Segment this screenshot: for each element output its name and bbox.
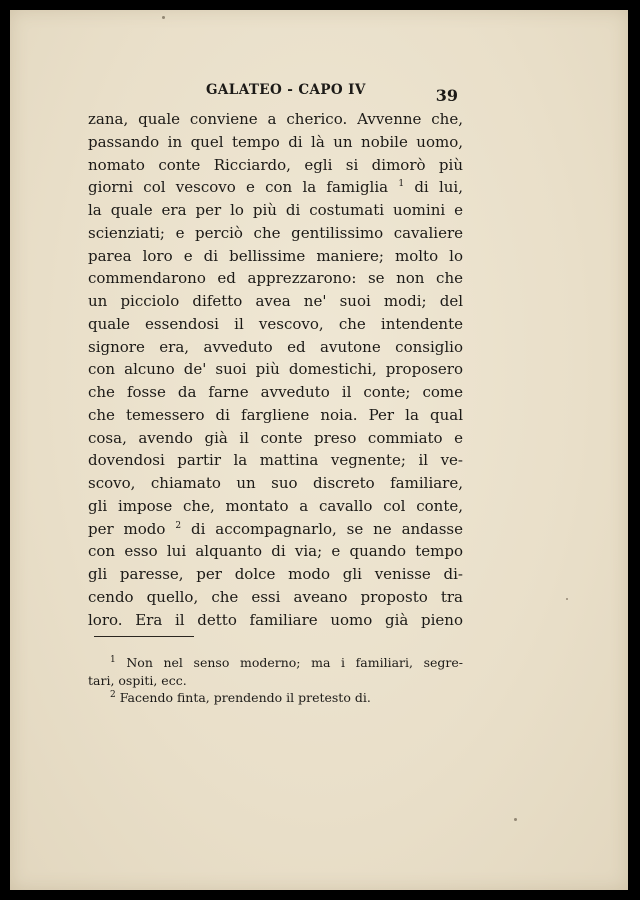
paper-speck — [566, 598, 568, 600]
running-title: GALATEO - CAPO IV — [206, 82, 366, 98]
text-line: con esso lui alquanto di via; e quando tempo — [88, 542, 463, 561]
footnote-1-continuation: tari, ospiti, ecc. — [88, 672, 187, 688]
text-line: nomato conte Ricciardo, egli si dimorò più — [88, 155, 463, 174]
text-line: zana, quale conviene a cherico. Avvenne che, — [88, 110, 463, 128]
footnote-2 — [88, 689, 463, 707]
footnote-marker-2: 2 — [110, 689, 116, 700]
text-line: che temessero di fargliene noia. Per la qual — [88, 405, 463, 424]
text-line: un picciolo difetto avea ne' suoi modi; del — [88, 292, 463, 310]
text-line-part: giorni col vescovo e con la famiglia — [88, 178, 389, 197]
paper-speck — [162, 16, 165, 19]
footnote-ref-2: 2 — [175, 520, 182, 531]
text-line: loro. Era il detto familiare uomo già pieno — [88, 610, 463, 629]
footnote-1 — [88, 654, 463, 672]
footnote-marker-1: 1 — [110, 654, 116, 665]
text-line: parea loro e di bellissime maniere; molto lo — [88, 246, 463, 265]
text-line-with-footnote-ref — [88, 518, 463, 541]
text-line: che fosse da farne avveduto il conte; come — [88, 383, 463, 401]
text-line: cendo quello, che essi aveano proposto tra — [88, 587, 463, 606]
text-line: signore era, avveduto ed avutone consiglio — [88, 337, 463, 356]
page-number: 39 — [435, 86, 458, 105]
text-line-part: di lui, — [414, 178, 463, 197]
footnote-divider — [94, 636, 194, 637]
text-line: scovo, chiamato un suo discreto familiare, — [88, 474, 463, 492]
text-line: cosa, avendo già il conte preso commiato e — [88, 428, 463, 447]
text-line-with-footnote-ref — [88, 176, 463, 199]
text-line-part: di accompagnarlo, se ne andasse — [190, 519, 463, 538]
text-line: gli impose che, montato a cavallo col conte, — [88, 496, 463, 515]
footnote-text: Non nel senso moderno; ma i familiari, segre- — [126, 655, 463, 670]
text-line: dovendosi partir la mattina vegnente; il ve- — [88, 451, 463, 470]
text-line: passando in quel tempo di là un nobile uomo, — [88, 132, 463, 151]
text-line: quale essendosi il vescovo, che intendente — [88, 314, 463, 333]
footnotes — [88, 654, 463, 707]
text-line: gli paresse, per dolce modo gli venisse di- — [88, 565, 463, 583]
paper-speck — [514, 818, 517, 821]
text-line: la quale era per lo più di costumati uomini e — [88, 201, 463, 219]
footnote-ref-1: 1 — [398, 179, 405, 190]
book-page — [10, 10, 628, 890]
text-line: commendarono ed apprezzarono: se non che — [88, 269, 463, 288]
main-text — [88, 108, 463, 631]
text-line: con alcuno de' suoi più domestichi, proposero — [88, 360, 463, 379]
footnote-text: Facendo finta, prendendo il pretesto di. — [119, 690, 371, 705]
text-line: scienziati; e perciò che gentilissimo cavaliere — [88, 223, 463, 242]
text-line-part: per modo — [88, 519, 166, 538]
